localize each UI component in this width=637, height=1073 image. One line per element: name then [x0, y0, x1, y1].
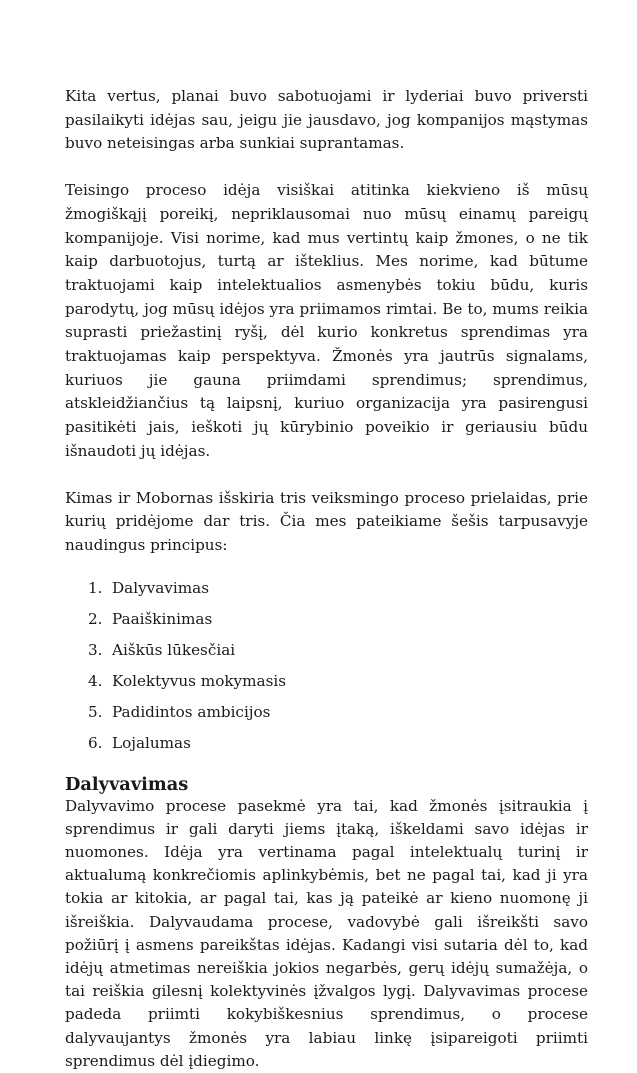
list-item-number: 6. [88, 733, 103, 752]
paragraph-intro: Kita vertus, planai buvo sabotuojami ir lyderiai buvo priversti pasilaikyti idėjas sau, jeigu jie jausdavo, jog kompanijos mąstymas buvo neteisingas arba sunkiai suprantamas. [65, 87, 588, 153]
list-item-number: 1. [88, 578, 103, 597]
list-item [88, 666, 588, 697]
list-item-label: Dalyvavimas [112, 578, 209, 597]
section-heading: Dalyvavimas [65, 773, 189, 795]
paragraph-fair-process: Teisingo proceso idėja visiškai atitinka kiekvieno iš mūsų žmogiškąjį poreikį, nepriklausomai nuo mūsų einamų pareigų kompanijoje. Visi norime, kad mus vertintų kaip žmones, o ne tik kaip darbuotojus, turtą ar išteklius. Mes norime, kad būtume traktuojami kaip intelektualios asmenybės tokiu būdu, kuris parodytų, jog mūsų idėjos yra priimamos rimtai. Be to, mums reikia suprasti priežastinį ryšį, dėl kurio konkretus sprendimas yra traktuojamas kaip perspektyva. Žmonės yra jautrūs signalams, kuriuos jie gauna priimdami sprendimus; sprendimus, atskleidžiančius tą laipsnį, kuriuo organizacija yra pasirengusi pasitikėti jais, ieškoti jų kūrybinio poveikio ir geriausiu būdu išnaudoti jų idėjas. [65, 181, 588, 460]
list-item-number: 3. [88, 640, 103, 659]
principles-list [65, 573, 588, 759]
list-item [88, 573, 588, 604]
list-item-label: Aiškūs lūkesčiai [112, 640, 236, 659]
list-item-label: Kolektyvus mokymasis [112, 671, 287, 690]
book-page [65, 85, 588, 1073]
list-item-number: 5. [88, 702, 103, 721]
list-item-label: Lojalumas [112, 733, 191, 752]
list-item-number: 2. [88, 609, 103, 628]
paragraph-principles-intro: Kimas ir Mobornas išskiria tris veiksmingo proceso prielaidas, prie kurių pridėjome dar tris. Čia mes pateikiame šešis tarpusavyje naudingus principus: [65, 488, 588, 554]
section-body: Dalyvavimo procese pasekmė yra tai, kad žmonės įsitraukia į sprendimus ir gali daryti jiems įtaką, iškeldami savo idėjas ir nuomones. Idėja yra vertinama pagal intelektualų turinį ir aktualumą konkrečiomis aplinkybėmis, bet ne pagal tai, kad ji yra tokia ar kitokia, ar pagal tai, kas ją pateikė ar kieno nuomonę ji išreiškia. Dalyvaudama procese, vadovybė gali išreikšti savo požiūrį į asmens pareikštas idėjas. Kadangi visi sutaria dėl to, kad idėjų atmetimas nereiškia jokios negarbės, gerų idėjų sumažėja, o tai reiškia gilesnį kolektyvinės įžvalgos lygį. Dalyvavimas procese padeda priimti kokybiškesnius sprendimus, o procese dalyvaujantys žmonės yra labiau linkę įsipareigoti priimti sprendimus dėl įdiegimo. [65, 796, 588, 1070]
list-item [88, 697, 588, 728]
list-item [88, 604, 588, 635]
list-item-number: 4. [88, 671, 103, 690]
list-item-label: Paaiškinimas [112, 609, 213, 628]
list-item [88, 728, 588, 759]
list-item-label: Padidintos ambicijos [112, 702, 271, 721]
list-item [88, 635, 588, 666]
